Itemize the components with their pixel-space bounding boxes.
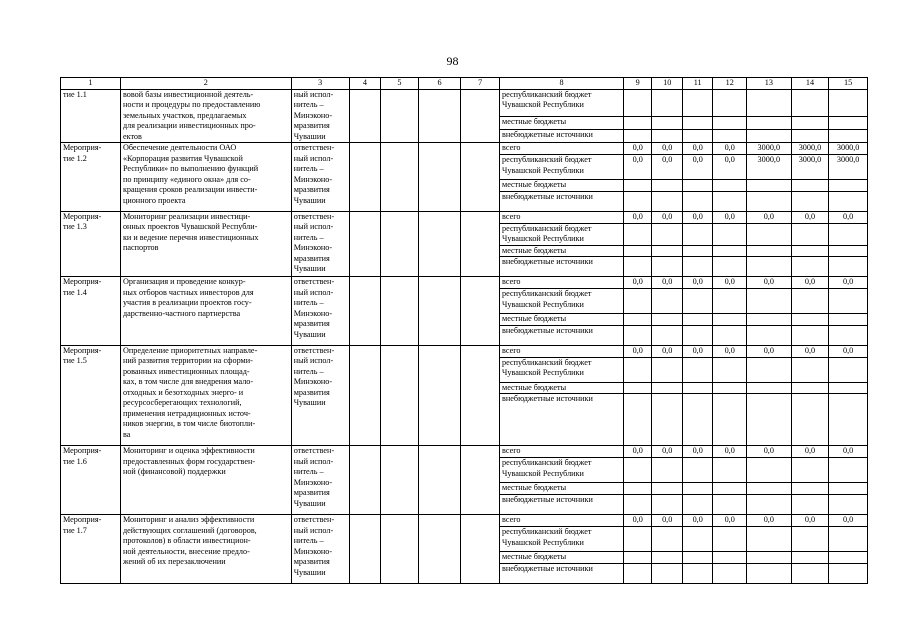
column-header: 2	[120, 78, 291, 90]
value-cell	[713, 495, 747, 515]
empty-cell	[461, 211, 500, 277]
funding-source-cell: республиканский бюджет Чувашской Республики	[500, 458, 624, 483]
value-cell: 0,0	[682, 211, 712, 223]
value-cell	[746, 116, 791, 129]
value-cell	[791, 563, 829, 583]
value-cell	[652, 129, 682, 142]
value-cell	[829, 527, 868, 552]
value-cell	[791, 116, 829, 129]
funding-source-cell: республиканский бюджет Чувашской Республики	[500, 357, 624, 382]
value-cell	[624, 223, 652, 245]
value-cell	[682, 527, 712, 552]
value-cell	[682, 223, 712, 245]
value-cell	[746, 257, 791, 277]
value-cell: 0,0	[746, 345, 791, 357]
value-cell	[829, 257, 868, 277]
value-cell: 0,0	[652, 155, 682, 180]
description-cell: Организация и проведение конкур- ных отборов частных инвесторов для участия в реализации проектов госу- дарственно-частного партнерства	[120, 277, 291, 346]
value-cell: 3000,0	[829, 155, 868, 180]
value-cell	[713, 191, 747, 211]
value-cell	[682, 89, 712, 116]
value-cell: 0,0	[624, 211, 652, 223]
funding-source-cell: внебюджетные источники	[500, 394, 624, 446]
empty-cell	[381, 143, 419, 212]
value-cell	[713, 129, 747, 142]
empty-cell	[461, 345, 500, 446]
budget-table	[60, 77, 868, 584]
value-cell: 0,0	[624, 446, 652, 458]
value-cell	[829, 394, 868, 446]
executor-cell: ответствен- ный испол- нитель – Минэконо- мразвития Чувашии	[291, 277, 349, 346]
executor-cell: ответствен- ный испол- нитель – Минэконо- мразвития Чувашии	[291, 515, 349, 584]
funding-source-cell: местные бюджеты	[500, 180, 624, 192]
value-cell	[746, 245, 791, 257]
value-cell: 3000,0	[746, 143, 791, 155]
value-cell: 3000,0	[746, 155, 791, 180]
measure-cell: Мероприя- тие 1.3	[61, 211, 121, 277]
value-cell: 0,0	[713, 155, 747, 180]
value-cell	[624, 527, 652, 552]
column-header: 14	[791, 78, 829, 90]
header-row	[61, 78, 868, 90]
executor-cell: ный испол- нитель – Минэконо- мразвития Чувашии	[291, 89, 349, 143]
value-cell	[624, 382, 652, 394]
value-cell	[652, 325, 682, 345]
funding-source-cell: местные бюджеты	[500, 245, 624, 257]
value-cell	[624, 89, 652, 116]
value-cell	[652, 483, 682, 495]
column-header: 9	[624, 78, 652, 90]
value-cell	[791, 289, 829, 314]
value-cell	[746, 563, 791, 583]
value-cell	[713, 325, 747, 345]
value-cell	[682, 314, 712, 326]
column-header: 12	[713, 78, 747, 90]
funding-source-cell: местные бюджеты	[500, 382, 624, 394]
value-cell: 0,0	[682, 277, 712, 289]
value-cell	[682, 483, 712, 495]
empty-cell	[381, 515, 419, 584]
value-cell	[682, 357, 712, 382]
value-cell: 0,0	[652, 446, 682, 458]
value-cell	[829, 129, 868, 142]
value-cell: 0,0	[652, 515, 682, 527]
funding-source-cell: местные бюджеты	[500, 116, 624, 129]
empty-cell	[461, 515, 500, 584]
table-body	[61, 78, 868, 584]
value-cell: 0,0	[791, 211, 829, 223]
value-cell: 0,0	[682, 345, 712, 357]
value-cell: 0,0	[829, 345, 868, 357]
value-cell	[682, 325, 712, 345]
value-cell	[682, 257, 712, 277]
column-header: 5	[381, 78, 419, 90]
table-row	[61, 277, 868, 289]
value-cell	[791, 458, 829, 483]
value-cell	[624, 552, 652, 564]
value-cell	[713, 382, 747, 394]
value-cell: 0,0	[682, 155, 712, 180]
value-cell	[829, 382, 868, 394]
funding-source-cell: местные бюджеты	[500, 483, 624, 495]
value-cell	[624, 191, 652, 211]
value-cell	[713, 552, 747, 564]
value-cell: 0,0	[746, 446, 791, 458]
table-row	[61, 89, 868, 116]
value-cell: 3000,0	[791, 155, 829, 180]
column-header: 4	[349, 78, 381, 90]
column-header: 7	[461, 78, 500, 90]
funding-source-cell: внебюджетные источники	[500, 563, 624, 583]
empty-cell	[418, 143, 461, 212]
value-cell	[624, 289, 652, 314]
measure-cell: тие 1.1	[61, 89, 121, 143]
value-cell	[791, 89, 829, 116]
value-cell	[829, 89, 868, 116]
value-cell	[746, 483, 791, 495]
value-cell	[682, 563, 712, 583]
empty-cell	[461, 89, 500, 143]
value-cell	[746, 129, 791, 142]
value-cell	[746, 223, 791, 245]
value-cell	[829, 180, 868, 192]
executor-cell: ответствен- ный испол- нитель – Минэконо- мразвития Чувашии	[291, 211, 349, 277]
value-cell	[682, 245, 712, 257]
value-cell	[829, 552, 868, 564]
value-cell: 0,0	[713, 446, 747, 458]
value-cell	[746, 191, 791, 211]
value-cell: 0,0	[624, 345, 652, 357]
column-header: 1	[61, 78, 121, 90]
value-cell	[746, 89, 791, 116]
column-header: 10	[652, 78, 682, 90]
funding-source-cell: всего	[500, 211, 624, 223]
funding-source-cell: всего	[500, 277, 624, 289]
funding-source-cell: местные бюджеты	[500, 552, 624, 564]
value-cell	[829, 458, 868, 483]
value-cell	[652, 552, 682, 564]
value-cell: 0,0	[652, 211, 682, 223]
value-cell	[713, 394, 747, 446]
value-cell	[791, 191, 829, 211]
executor-cell: ответствен- ный испол- нитель – Минэконо- мразвития Чувашии	[291, 345, 349, 446]
value-cell	[746, 527, 791, 552]
value-cell	[791, 325, 829, 345]
value-cell: 0,0	[713, 277, 747, 289]
value-cell: 0,0	[713, 345, 747, 357]
value-cell	[829, 495, 868, 515]
empty-cell	[461, 277, 500, 346]
empty-cell	[461, 143, 500, 212]
funding-source-cell: местные бюджеты	[500, 314, 624, 326]
value-cell	[652, 495, 682, 515]
table-row	[61, 515, 868, 527]
value-cell: 0,0	[624, 277, 652, 289]
value-cell: 0,0	[624, 515, 652, 527]
value-cell	[652, 180, 682, 192]
value-cell	[829, 563, 868, 583]
column-header: 11	[682, 78, 712, 90]
empty-cell	[461, 446, 500, 515]
value-cell	[791, 314, 829, 326]
table-row	[61, 143, 868, 155]
value-cell	[746, 394, 791, 446]
value-cell	[746, 325, 791, 345]
value-cell: 0,0	[652, 277, 682, 289]
executor-cell: ответствен- ный испол- нитель – Минэконо- мразвития Чувашии	[291, 446, 349, 515]
value-cell	[624, 458, 652, 483]
value-cell	[624, 357, 652, 382]
value-cell	[652, 245, 682, 257]
column-header: 13	[746, 78, 791, 90]
value-cell: 0,0	[829, 446, 868, 458]
measure-cell: Мероприя- тие 1.2	[61, 143, 121, 212]
funding-source-cell: республиканский бюджет Чувашской Республики	[500, 155, 624, 180]
funding-source-cell: внебюджетные источники	[500, 495, 624, 515]
description-cell: Мониторинг и оценка эффективности предоставленных форм государствен- ной (финансовой) поддержки	[120, 446, 291, 515]
value-cell	[682, 382, 712, 394]
empty-cell	[349, 277, 381, 346]
empty-cell	[381, 89, 419, 143]
value-cell	[713, 257, 747, 277]
value-cell	[791, 357, 829, 382]
funding-source-cell: всего	[500, 345, 624, 357]
column-header: 15	[829, 78, 868, 90]
measure-cell: Мероприя- тие 1.4	[61, 277, 121, 346]
value-cell: 0,0	[713, 211, 747, 223]
empty-cell	[381, 345, 419, 446]
value-cell: 0,0	[829, 515, 868, 527]
value-cell	[652, 191, 682, 211]
funding-source-cell: всего	[500, 143, 624, 155]
value-cell	[829, 483, 868, 495]
value-cell	[791, 394, 829, 446]
empty-cell	[418, 211, 461, 277]
value-cell	[713, 245, 747, 257]
value-cell	[682, 394, 712, 446]
value-cell	[652, 223, 682, 245]
empty-cell	[381, 446, 419, 515]
empty-cell	[381, 277, 419, 346]
value-cell: 0,0	[652, 345, 682, 357]
description-cell: Обеспечение деятельности ОАО «Корпорация развития Чувашской Республики» по выполнению функций по принципу «единого окна» для со- кращения сроков реализации инвести- ционного проекта	[120, 143, 291, 212]
value-cell	[652, 382, 682, 394]
page-number: 98	[446, 54, 459, 68]
value-cell	[624, 129, 652, 142]
value-cell	[713, 563, 747, 583]
value-cell	[746, 495, 791, 515]
value-cell: 0,0	[624, 143, 652, 155]
value-cell	[746, 458, 791, 483]
table-row	[61, 345, 868, 357]
funding-source-cell: всего	[500, 515, 624, 527]
value-cell	[652, 563, 682, 583]
value-cell	[713, 314, 747, 326]
value-cell	[829, 357, 868, 382]
value-cell	[829, 289, 868, 314]
value-cell	[652, 116, 682, 129]
value-cell	[791, 223, 829, 245]
value-cell	[624, 245, 652, 257]
value-cell	[713, 180, 747, 192]
measure-cell: Мероприя- тие 1.6	[61, 446, 121, 515]
value-cell	[652, 314, 682, 326]
funding-source-cell: внебюджетные источники	[500, 257, 624, 277]
value-cell	[829, 314, 868, 326]
value-cell: 0,0	[713, 515, 747, 527]
value-cell	[791, 483, 829, 495]
value-cell	[746, 314, 791, 326]
value-cell: 0,0	[791, 345, 829, 357]
value-cell: 0,0	[791, 446, 829, 458]
value-cell	[652, 394, 682, 446]
value-cell	[624, 180, 652, 192]
value-cell	[713, 527, 747, 552]
value-cell: 0,0	[746, 277, 791, 289]
value-cell	[682, 552, 712, 564]
value-cell	[713, 357, 747, 382]
value-cell	[624, 563, 652, 583]
value-cell	[746, 289, 791, 314]
value-cell: 0,0	[829, 211, 868, 223]
empty-cell	[349, 211, 381, 277]
value-cell	[652, 357, 682, 382]
value-cell	[624, 483, 652, 495]
value-cell	[624, 314, 652, 326]
empty-cell	[381, 211, 419, 277]
description-cell: Мониторинг реализации инвестици- онных проектов Чувашской Республи- ки и ведение перечня инвестиционных паспортов	[120, 211, 291, 277]
description-cell: вовой базы инвестиционной деятель- ности и процедуры по предоставлению земельных участков, предлагаемых для реализации инвестиционных про- ектов	[120, 89, 291, 143]
column-header: 6	[418, 78, 461, 90]
value-cell: 0,0	[746, 515, 791, 527]
value-cell: 0,0	[682, 446, 712, 458]
column-header: 3	[291, 78, 349, 90]
value-cell: 0,0	[682, 515, 712, 527]
value-cell	[829, 245, 868, 257]
value-cell	[791, 245, 829, 257]
table-row	[61, 211, 868, 223]
funding-source-cell: республиканский бюджет Чувашской Республики	[500, 89, 624, 116]
value-cell: 3000,0	[791, 143, 829, 155]
empty-cell	[418, 515, 461, 584]
table-row	[61, 446, 868, 458]
empty-cell	[349, 446, 381, 515]
value-cell	[713, 116, 747, 129]
funding-source-cell: республиканский бюджет Чувашской Республики	[500, 223, 624, 245]
value-cell	[682, 458, 712, 483]
value-cell	[829, 116, 868, 129]
value-cell	[624, 257, 652, 277]
empty-cell	[418, 89, 461, 143]
funding-source-cell: республиканский бюджет Чувашской Республики	[500, 289, 624, 314]
value-cell	[829, 191, 868, 211]
value-cell	[652, 257, 682, 277]
value-cell: 0,0	[624, 155, 652, 180]
value-cell	[682, 180, 712, 192]
funding-source-cell: внебюджетные источники	[500, 129, 624, 142]
value-cell	[746, 382, 791, 394]
measure-cell: Мероприя- тие 1.7	[61, 515, 121, 584]
value-cell	[682, 289, 712, 314]
value-cell: 0,0	[713, 143, 747, 155]
value-cell	[829, 325, 868, 345]
value-cell	[713, 458, 747, 483]
measure-cell: Мероприя- тие 1.5	[61, 345, 121, 446]
empty-cell	[349, 89, 381, 143]
value-cell	[791, 552, 829, 564]
funding-source-cell: внебюджетные источники	[500, 325, 624, 345]
value-cell	[791, 495, 829, 515]
column-header: 8	[500, 78, 624, 90]
value-cell	[624, 325, 652, 345]
value-cell	[652, 527, 682, 552]
value-cell	[791, 257, 829, 277]
value-cell: 0,0	[791, 515, 829, 527]
value-cell: 0,0	[652, 143, 682, 155]
value-cell: 0,0	[682, 143, 712, 155]
funding-source-cell: республиканский бюджет Чувашской Республики	[500, 527, 624, 552]
funding-source-cell: всего	[500, 446, 624, 458]
value-cell	[682, 116, 712, 129]
executor-cell: ответствен- ный испол- нитель – Минэконо- мразвития Чувашии	[291, 143, 349, 212]
value-cell	[652, 89, 682, 116]
value-cell	[746, 552, 791, 564]
value-cell	[713, 483, 747, 495]
value-cell	[791, 382, 829, 394]
value-cell	[682, 191, 712, 211]
description-cell: Мониторинг и анализ эффективности действующих соглашений (договоров, протоколов) в области инвестицион- ной деятельности, внесение предло- жений об их перезаключении	[120, 515, 291, 584]
empty-cell	[349, 143, 381, 212]
value-cell	[682, 129, 712, 142]
description-cell: Определение приоритетных направле- ний развития территории на сформи- рованных инвестиционных площад- ках, в том числе для внедрения мало- отходных и безотходных энерго- и ресурсосберегающих технологий, применения нетрадиционных источ- ников энергии, в том числе биотопли- ва	[120, 345, 291, 446]
value-cell: 0,0	[746, 211, 791, 223]
value-cell	[624, 116, 652, 129]
value-cell	[791, 180, 829, 192]
empty-cell	[418, 345, 461, 446]
value-cell: 0,0	[791, 277, 829, 289]
value-cell	[652, 289, 682, 314]
empty-cell	[418, 277, 461, 346]
empty-cell	[349, 515, 381, 584]
value-cell	[624, 394, 652, 446]
value-cell	[713, 223, 747, 245]
value-cell	[652, 458, 682, 483]
funding-source-cell: внебюджетные источники	[500, 191, 624, 211]
value-cell	[624, 495, 652, 515]
value-cell	[746, 180, 791, 192]
value-cell	[829, 223, 868, 245]
value-cell	[682, 495, 712, 515]
value-cell	[746, 357, 791, 382]
value-cell	[713, 289, 747, 314]
value-cell	[791, 129, 829, 142]
value-cell	[713, 89, 747, 116]
value-cell: 3000,0	[829, 143, 868, 155]
value-cell: 0,0	[829, 277, 868, 289]
value-cell	[791, 527, 829, 552]
empty-cell	[349, 345, 381, 446]
empty-cell	[418, 446, 461, 515]
